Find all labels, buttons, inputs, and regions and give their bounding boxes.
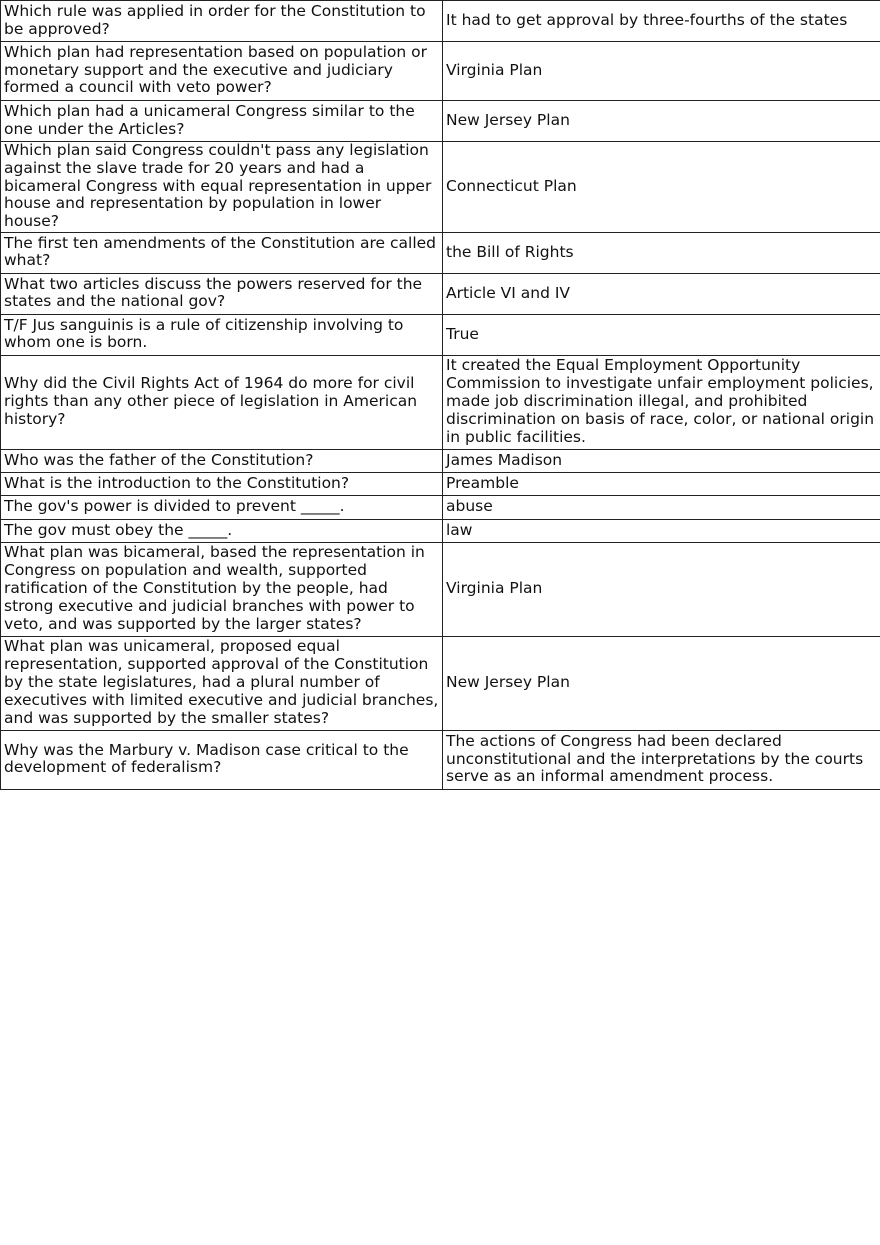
definition-cell: It had to get approval by three-fourths of the states [443,1,880,42]
term-cell: Which plan had a unicameral Congress similar to the one under the Articles? [1,101,443,142]
definition-cell: Preamble [443,472,880,495]
table-row [1,495,880,519]
table-row [1,273,880,314]
table-row [1,519,880,542]
table-row [1,636,880,730]
definition-cell: Virginia Plan [443,42,880,101]
table-row [1,232,880,273]
definition-cell: the Bill of Rights [443,232,880,273]
term-cell: Which rule was applied in order for the Constitution to be approved? [1,1,443,42]
term-cell: Who was the father of the Constitution? [1,449,443,472]
term-cell: Which plan had representation based on population or monetary support and the executive and judiciary formed a council with veto power? [1,42,443,101]
term-cell: The first ten amendments of the Constitution are called what? [1,232,443,273]
term-cell: Why was the Marbury v. Madison case critical to the development of federalism? [1,730,443,789]
definition-cell: Connecticut Plan [443,142,880,233]
term-cell: What is the introduction to the Constitution? [1,472,443,495]
term-cell: The gov's power is divided to prevent _____. [1,495,443,519]
definition-cell: True [443,314,880,355]
definition-cell: law [443,519,880,542]
definition-cell: Article VI and IV [443,273,880,314]
flashcard-table-body [1,1,880,790]
table-row [1,142,880,233]
table-row [1,730,880,789]
definition-cell: It created the Equal Employment Opportunity Commission to investigate unfair employment policies, made job discrimination illegal, and prohibited discrimination on basis of race, color, or national origin in public facilities. [443,355,880,449]
definition-cell: The actions of Congress had been declared unconstitutional and the interpretations by the courts serve as an informal amendment process. [443,730,880,789]
table-row [1,101,880,142]
term-cell: The gov must obey the _____. [1,519,443,542]
table-row [1,542,880,636]
table-row [1,1,880,42]
table-row [1,314,880,355]
definition-cell: New Jersey Plan [443,636,880,730]
definition-cell: Virginia Plan [443,542,880,636]
definition-cell: abuse [443,495,880,519]
term-cell: What two articles discuss the powers reserved for the states and the national gov? [1,273,443,314]
table-row [1,355,880,449]
table-row [1,449,880,472]
term-cell: Why did the Civil Rights Act of 1964 do more for civil rights than any other piece of legislation in American history? [1,355,443,449]
term-cell: T/F Jus sanguinis is a rule of citizenship involving to whom one is born. [1,314,443,355]
definition-cell: James Madison [443,449,880,472]
table-row [1,472,880,495]
term-cell: What plan was unicameral, proposed equal representation, supported approval of the Constitution by the state legislatures, had a plural number of executives with limited executive and judicial branches, and was supported by the smaller states? [1,636,443,730]
table-row [1,42,880,101]
term-cell: Which plan said Congress couldn't pass any legislation against the slave trade for 20 years and had a bicameral Congress with equal representation in upper house and representation by population in lower house? [1,142,443,233]
definition-cell: New Jersey Plan [443,101,880,142]
term-cell: What plan was bicameral, based the representation in Congress on population and wealth, supported ratification of the Constitution by the people, had strong executive and judicial branches with power to veto, and was supported by the larger states? [1,542,443,636]
